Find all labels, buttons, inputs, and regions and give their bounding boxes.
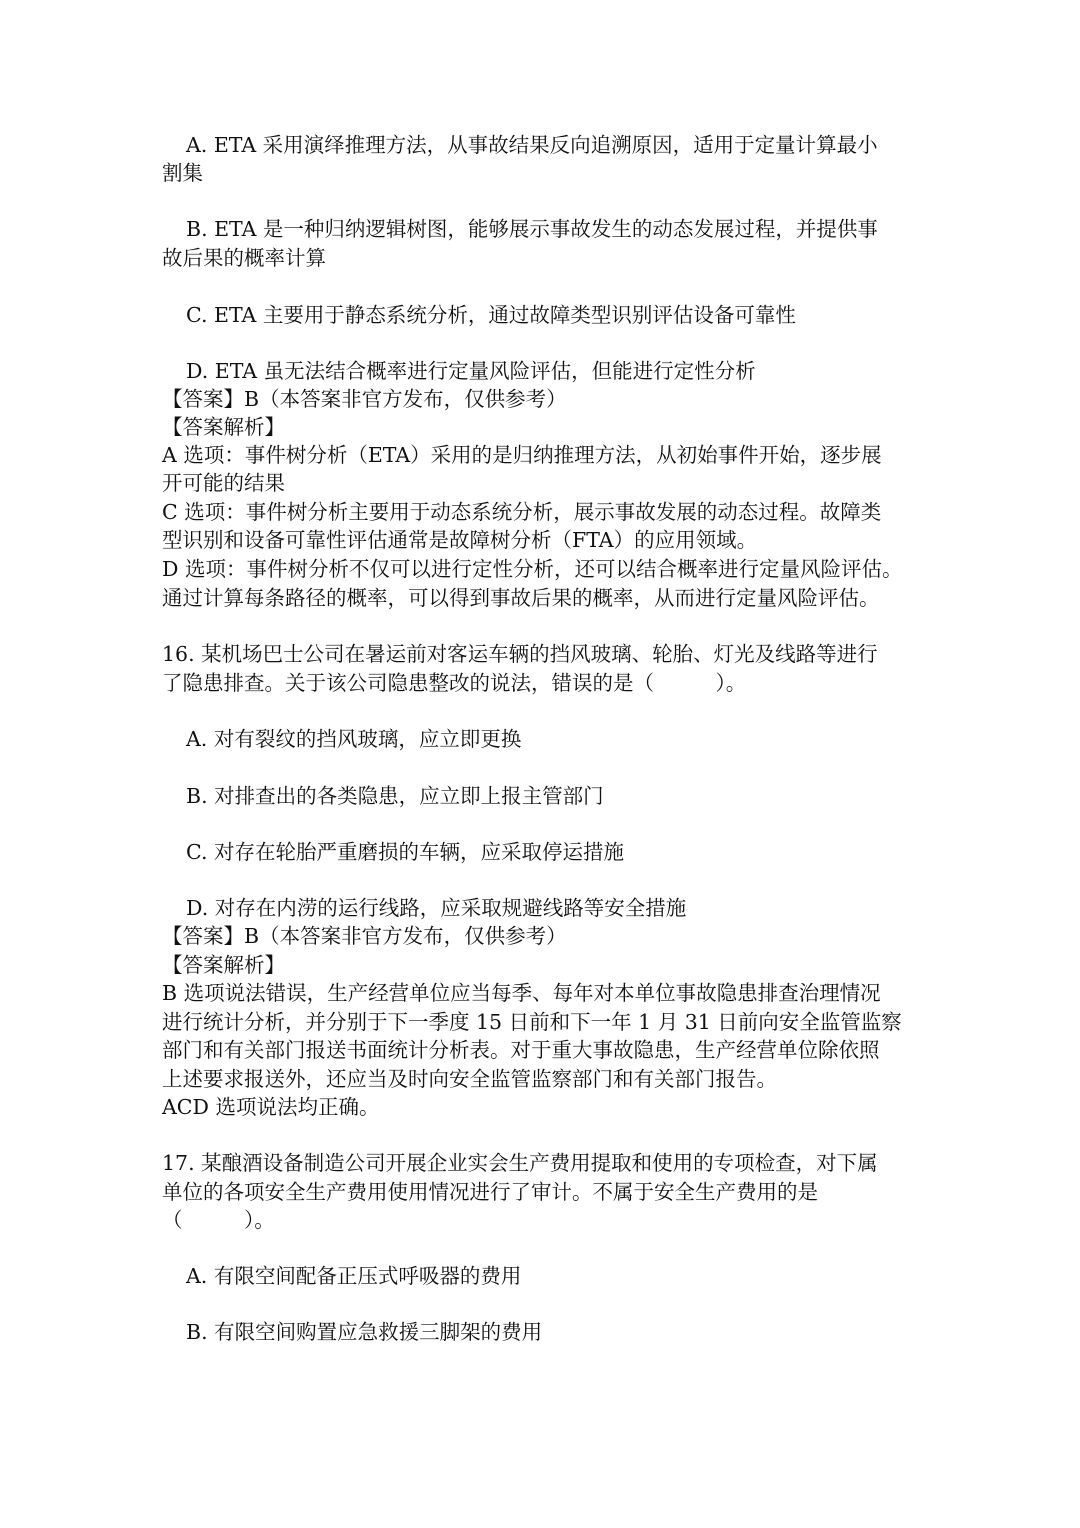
q15-analysis-line: 通过计算每条路径的概率，可以得到事故后果的概率，从而进行定量风险评估。 — [162, 586, 880, 610]
q15-analysis-line: D 选项：事件树分析不仅可以进行定性分析，还可以结合概率进行定量风险评估。 — [162, 557, 903, 581]
q17-option-b: B. 有限空间购置应急救援三脚架的费用 — [186, 1320, 543, 1344]
q16-analysis-line: 部门和有关部门报送书面统计分析表。对于重大事故隐患，生产经营单位除依照 — [162, 1038, 880, 1062]
q15-answer: 【答案】B（本答案非官方发布，仅供参考） — [162, 387, 567, 411]
q16-option-b: B. 对排查出的各类隐患，应立即上报主管部门 — [186, 784, 604, 808]
q16-option-c: C. 对存在轮胎严重磨损的车辆，应采取停运措施 — [186, 840, 624, 864]
q15-option-a-line2: 割集 — [162, 161, 203, 185]
q16-analysis-title: 【答案解析】 — [162, 953, 285, 977]
q15-option-b-line2: 故后果的概率计算 — [162, 246, 326, 270]
q15-analysis-line: C 选项：事件树分析主要用于动态系统分析，展示事故发展的动态过程。故障类 — [162, 500, 882, 524]
q15-option-a-line1: A. ETA 采用演绎推理方法，从事故结果反向追溯原因，适用于定量计算最小 — [186, 133, 878, 157]
q17-stem-line3: （ ）。 — [162, 1208, 275, 1232]
q15-analysis-line: 开可能的结果 — [162, 471, 285, 495]
q17-stem-line2: 单位的各项安全生产费用使用情况进行了审计。不属于安全生产费用的是 — [162, 1180, 818, 1204]
q15-analysis-line: A 选项：事件树分析（ETA）采用的是归纳推理方法，从初始事件开始，逐步展 — [162, 443, 882, 467]
q16-analysis-line: B 选项说法错误，生产经营单位应当每季、每年对本单位事故隐患排查治理情况 — [162, 981, 881, 1005]
q16-analysis-line: 上述要求报送外，还应当及时向安全监管监察部门和有关部门报告。 — [162, 1067, 777, 1091]
q15-analysis-line: 型识别和设备可靠性评估通常是故障树分析（FTA）的应用领域。 — [162, 528, 758, 552]
q15-option-b-line1: B. ETA 是一种归纳逻辑树图，能够展示事故发生的动态发展过程，并提供事 — [186, 217, 878, 241]
q16-analysis-line: ACD 选项说法均正确。 — [162, 1095, 380, 1119]
q16-answer: 【答案】B（本答案非官方发布，仅供参考） — [162, 924, 567, 948]
q15-option-d: D. ETA 虽无法结合概率进行定量风险评估，但能进行定性分析 — [186, 359, 756, 383]
q15-option-c: C. ETA 主要用于静态系统分析，通过故障类型识别评估设备可靠性 — [186, 303, 796, 327]
q16-analysis-line: 进行统计分析，并分别于下一季度 15 日前和下一年 1 月 31 日前向安全监管监察 — [162, 1010, 902, 1034]
q17-option-a: A. 有限空间配备正压式呼吸器的费用 — [186, 1264, 522, 1288]
q16-option-d: D. 对存在内涝的运行线路，应采取规避线路等安全措施 — [186, 896, 687, 920]
q15-analysis-title: 【答案解析】 — [162, 415, 285, 439]
q17-stem-line1: 17. 某酿酒设备制造公司开展企业实会生产费用提取和使用的专项检查，对下属 — [162, 1151, 878, 1175]
q16-stem-line2: 了隐患排查。关于该公司隐患整改的说法，错误的是（ ）。 — [162, 671, 747, 695]
q16-stem-line1: 16. 某机场巴士公司在暑运前对客运车辆的挡风玻璃、轮胎、灯光及线路等进行 — [162, 642, 878, 666]
q16-option-a: A. 对有裂纹的挡风玻璃，应立即更换 — [186, 727, 522, 751]
